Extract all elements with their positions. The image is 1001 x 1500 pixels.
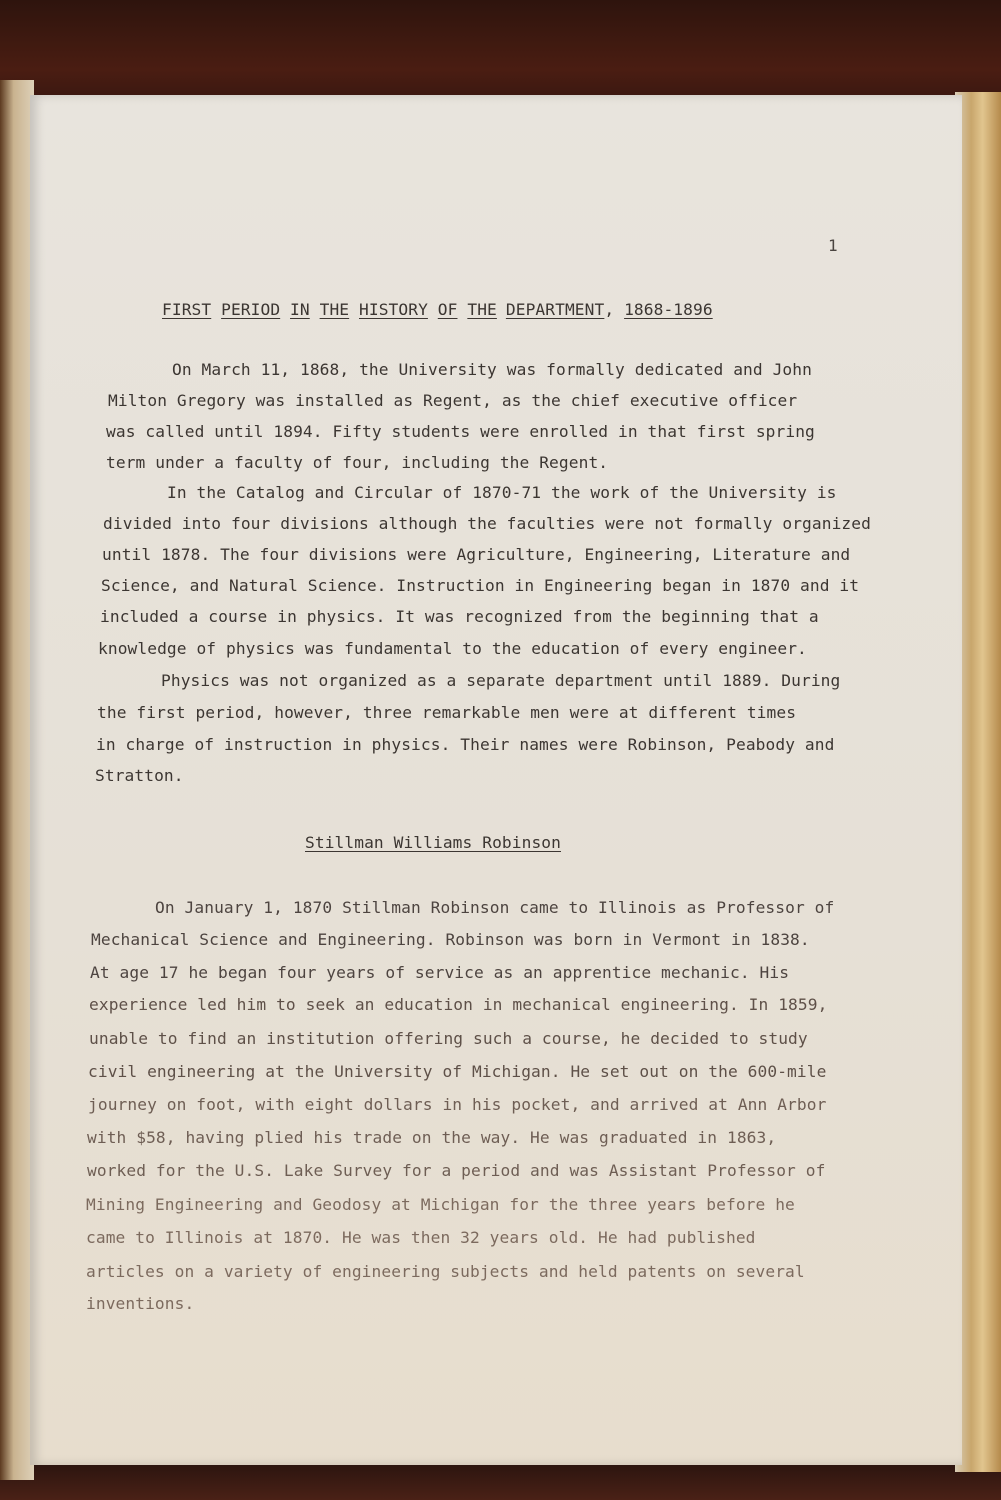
paragraph-line: worked for the U.S. Lake Survey for a period and was Assistant Professor of (87, 1161, 826, 1180)
paragraph-line: articles on a variety of engineering subjects and held patents on several (86, 1262, 805, 1281)
table-background-top (0, 0, 1001, 100)
paragraph-line: On January 1, 1870 Stillman Robinson came to Illinois as Professor of (155, 898, 835, 917)
paragraph-line: was called until 1894. Fifty students were enrolled in that first spring (106, 422, 815, 441)
paragraph-line: In the Catalog and Circular of 1870-71 the work of the University is (167, 483, 837, 502)
page-number: 1 (828, 236, 838, 255)
heading-word: DEPARTMENT (505, 300, 605, 319)
paragraph-line: civil engineering at the University of Michigan. He set out on the 600-mile (88, 1062, 827, 1081)
paragraph-line: term under a faculty of four, including the Regent. (106, 453, 609, 472)
paragraph-line: Science, and Natural Science. Instruction in Engineering began in 1870 and it (101, 576, 860, 595)
paragraph-line: Mechanical Science and Engineering. Robinson was born in Vermont in 1838. (91, 930, 810, 949)
paragraph-line: until 1878. The four divisions were Agriculture, Engineering, Literature and (102, 545, 851, 564)
paragraph-line: included a course in physics. It was recognized from the beginning that a (100, 607, 819, 626)
heading-word: IN (290, 300, 310, 319)
heading-word: THE (319, 300, 350, 319)
heading-word: HISTORY (359, 300, 428, 319)
heading-separator: , (604, 300, 615, 319)
heading-word: OF (437, 300, 458, 319)
paragraph-line: On March 11, 1868, the University was formally dedicated and John (172, 360, 812, 379)
paragraph-line: Stratton. (95, 766, 184, 785)
heading-years: 1868-1896 (624, 300, 713, 319)
table-background-bottom (0, 1462, 1001, 1500)
section-heading: Stillman Williams Robinson (305, 833, 561, 852)
paragraph-line: came to Illinois at 1870. He was then 32 years old. He had published (86, 1228, 756, 1247)
paragraph-line: divided into four divisions although the faculties were not formally organized (103, 514, 871, 533)
paragraph-line: experience led him to seek an education in mechanical engineering. In 1859, (89, 995, 828, 1014)
paragraph-line: At age 17 he began four years of service as an apprentice mechanic. His (90, 963, 790, 982)
heading-word: THE (467, 300, 497, 319)
paragraph-line: knowledge of physics was fundamental to the education of every engineer. (98, 639, 807, 658)
paragraph-line: Milton Gregory was installed as Regent, as the chief executive officer (108, 391, 798, 410)
heading-word: FIRST (162, 300, 212, 319)
paragraph-line: Physics was not organized as a separate department until 1889. During (161, 671, 841, 690)
paragraph-line: the first period, however, three remarkable men were at different times (97, 703, 797, 722)
paragraph-line: Mining Engineering and Geodosy at Michigan for the three years before he (86, 1195, 795, 1214)
paragraph-line: journey on foot, with eight dollars in his pocket, and arrived at Ann Arbor (88, 1095, 827, 1114)
paragraph-line: unable to find an institution offering such a course, he decided to study (89, 1029, 808, 1048)
heading-word: PERIOD (221, 300, 281, 319)
page-title (162, 300, 713, 319)
paragraph-line: in charge of instruction in physics. Their names were Robinson, Peabody and (96, 735, 835, 754)
binding-edge (0, 80, 34, 1480)
paragraph-line: with $58, having plied his trade on the way. He was graduated in 1863, (87, 1128, 777, 1147)
paragraph-line: inventions. (86, 1294, 195, 1313)
